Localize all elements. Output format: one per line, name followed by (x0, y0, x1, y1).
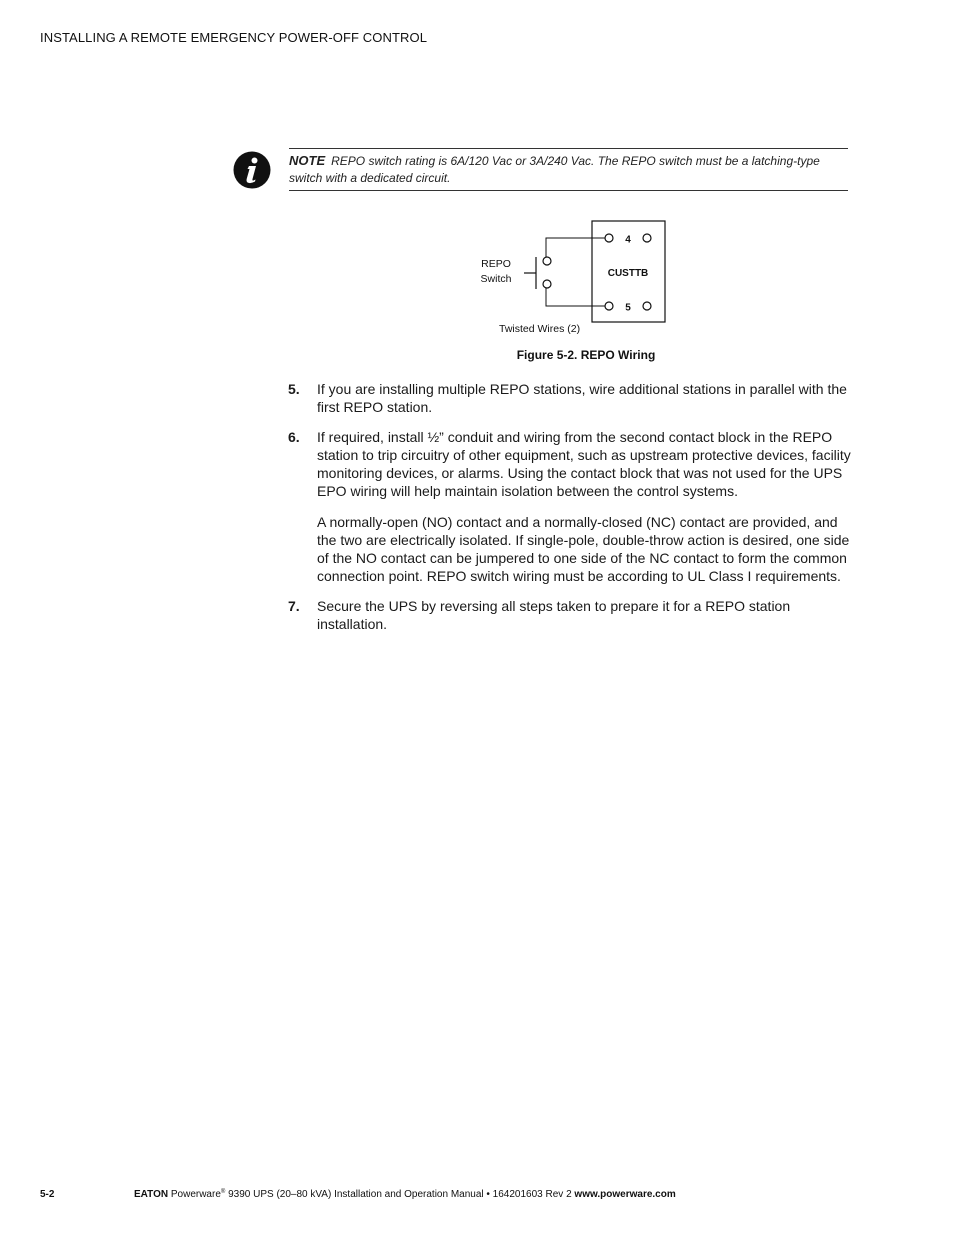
step-number: 6. (288, 429, 300, 445)
footer-brand: EATON (134, 1189, 169, 1200)
footer-website: www.powerware.com (574, 1189, 676, 1200)
page-number: 5-2 (40, 1189, 55, 1200)
footer-text (134, 1189, 676, 1200)
step-number: 5. (288, 381, 300, 397)
step-7 (288, 597, 858, 633)
wire-bottom (546, 284, 605, 306)
running-head: INSTALLING A REMOTE EMERGENCY POWER-OFF CONTROL (40, 30, 428, 45)
terminal-4-label: 4 (625, 234, 631, 246)
terminal-5-left (605, 302, 613, 310)
step-paragraph: If you are installing multiple REPO stations, wire additional stations in parallel with the first REPO station. (317, 381, 847, 415)
terminal-5-label: 5 (625, 302, 631, 314)
footer-title: 9390 UPS (20–80 kVA) Installation and Operation Manual • 164201603 Rev 2 (225, 1189, 575, 1200)
terminal-5-right (643, 302, 651, 310)
step-5 (288, 380, 858, 416)
step-6 (288, 428, 858, 585)
footer-product: Powerware (170, 1189, 221, 1200)
repo-wiring-diagram (470, 215, 680, 340)
wire-top (546, 238, 605, 261)
terminal-4-left (605, 234, 613, 242)
custtb-label: CUSTTB (607, 268, 649, 279)
repo-switch-label-line2: Switch (480, 273, 512, 285)
info-icon (233, 151, 271, 189)
registered-mark: ® (220, 1189, 226, 1195)
step-number: 7. (288, 598, 300, 614)
switch-contact-top (543, 257, 551, 265)
steps-list (288, 380, 858, 645)
note-box (289, 148, 848, 191)
terminal-4-right (643, 234, 651, 242)
step-paragraph: If required, install ½” conduit and wiring from the second contact block in the REPO station to trip circuitry of other equipment, such as upstream protective devices, facility monitoring devices, or alarms. Using the contact block that was not used for the UPS EPO wiring will help maintain isolation between the control systems. (317, 429, 851, 499)
twisted-wires-label: Twisted Wires (2) (499, 323, 581, 335)
note-text: REPO switch rating is 6A/120 Vac or 3A/240 Vac. The REPO switch must be a latching-type switch with a dedicated circuit. (289, 154, 820, 185)
note-label: NOTE (289, 153, 326, 168)
repo-switch-label-line1: REPO (481, 258, 511, 270)
figure-caption: Figure 5-2. REPO Wiring (516, 348, 656, 362)
switch-contact-bottom (543, 280, 551, 288)
step-paragraph: A normally-open (NO) contact and a normally-closed (NC) contact are provided, and the two are electrically isolated. If single-pole, double-throw action is desired, one side of the NO contact can be jumpered to one side of the NC contact to form the common connection point. REPO switch wiring must be according to UL Class I requirements. (317, 514, 850, 584)
step-paragraph: Secure the UPS by reversing all steps taken to prepare it for a REPO station installation. (317, 598, 791, 632)
